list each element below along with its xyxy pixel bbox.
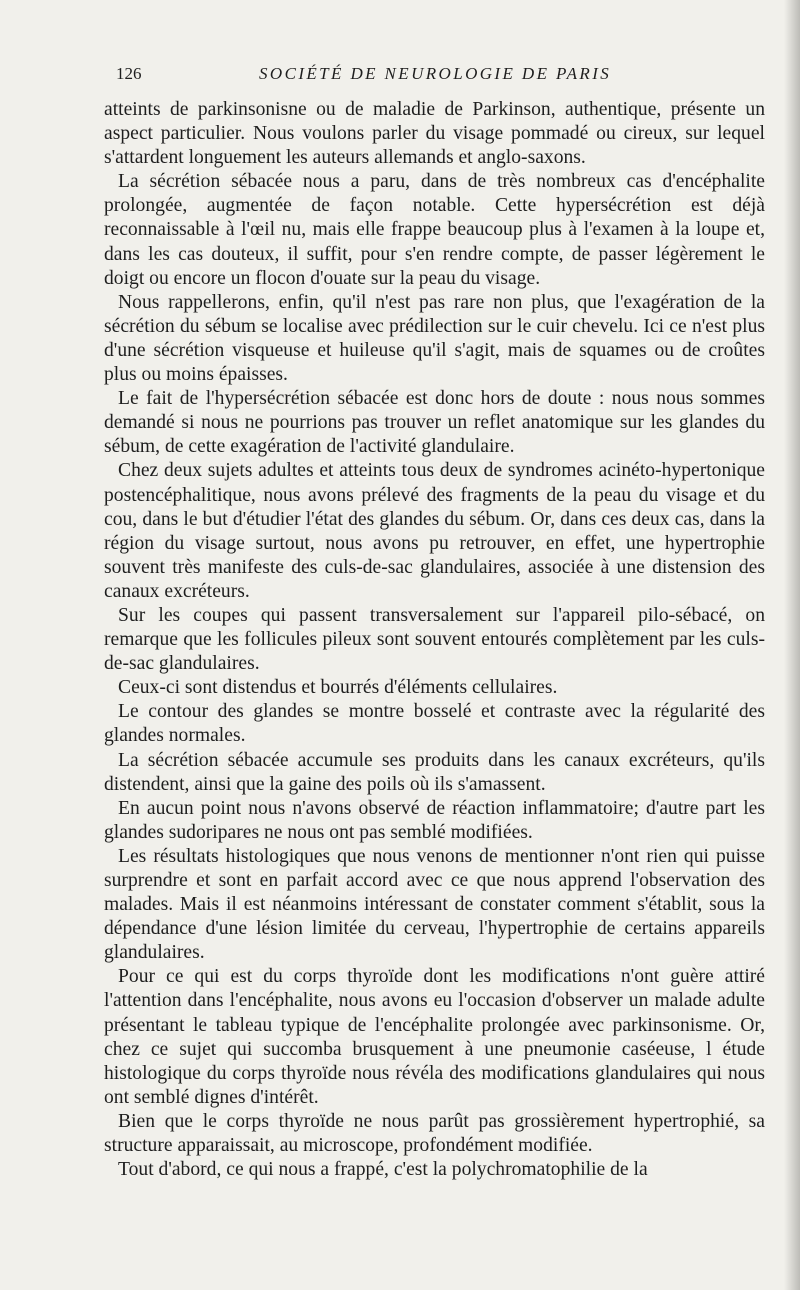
book-page (104, 60, 765, 1182)
paragraph-8: Le contour des glandes se montre bosselé et contraste avec la régularité des glandes normales. (104, 701, 765, 747)
paragraph-13: Bien que le corps thyroïde ne nous parût pas grossièrement hypertrophié, sa structure apparaissait, au microscope, profondément modifiée. (104, 1110, 765, 1157)
paragraph-1: atteints de parkinsonisne ou de maladie de Parkinson, authentique, présente un aspect particulier. Nous voulons parler du visage pommadé ou cireux, sur lequel s'attardent longuement les auteurs allemands et anglo-saxons. (104, 99, 765, 169)
paragraph-4: Le fait de l'hypersécrétion sébacée est donc hors de doute : nous nous sommes demandé si nous ne pourrions pas trouver un reflet anatomique sur les glandes du sébum, de cette exagération de l'activité glandulaire. (104, 388, 765, 458)
paragraph-12: Pour ce qui est du corps thyroïde dont les modifications n'ont guère attiré l'attention dans l'encéphalite, nous avons eu l'occasion d'observer un malade adulte présentant le tableau typique de l'encéphalite prolongée avec parkinsonisme. Or, chez ce sujet qui succomba brusquement à une pneumonie caséeuse, l étude histologique du corps thyroïde nous révéla des modifications glandulaires qui nous ont semblé dignes d'intérêt. (104, 966, 765, 1108)
paragraph-10: En aucun point nous n'avons observé de réaction inflammatoire; d'autre part les glandes sudoripares ne nous ont pas semblé modifiées. (104, 797, 765, 843)
paragraph-6: Sur les coupes qui passent transversalement sur l'appareil pilo-sébacé, on remarque que les follicules pileux sont souvent entourés complètement par les culs-de-sac glandulaires. (104, 604, 765, 675)
body-text (104, 98, 765, 1182)
paragraph-3: Nous rappellerons, enfin, qu'il n'est pas rare non plus, que l'exagération de la sécrétion du sébum se localise avec prédilection sur le cuir chevelu. Ici ce n'est plus d'une sécrétion visqueuse et huileuse qu'il s'agit, mais de squames ou de croûtes plus ou moins épaisses. (104, 291, 765, 386)
paragraph-14: Tout d'abord, ce qui nous a frappé, c'est la polychromatophilie de la (118, 1159, 648, 1181)
running-title: SOCIÉTÉ DE NEUROLOGIE DE PARIS (259, 64, 612, 83)
page-edge-shadow (784, 0, 800, 1290)
paragraph-7: Ceux-ci sont distendus et bourrés d'éléments cellulaires. (118, 677, 558, 699)
paragraph-2: La sécrétion sébacée nous a paru, dans de très nombreux cas d'encéphalite prolongée, augmentée de façon notable. Cette hypersécrétion est déjà reconnaissable à l'œil nu, mais elle frappe beaucoup plus à l'examen à la loupe et, dans les cas douteux, il suffit, pour s'en rendre compte, de passer légèrement le doigt ou encore un flocon d'ouate sur la peau du visage. (104, 171, 765, 289)
paragraph-9: La sécrétion sébacée accumule ses produits dans les canaux excréteurs, qu'ils distendent, ainsi que la gaine des poils où ils s'amassent. (104, 749, 765, 795)
paragraph-5: Chez deux sujets adultes et atteints tous deux de syndromes acinéto-hypertonique postencéphalitique, nous avons prélevé des fragments de la peau du visage et du cou, dans le but d'étudier l'état des glandes du sébum. Or, dans ces deux cas, dans la région du visage surtout, nous avons pu retrouver, en effet, une hypertrophie souvent très manifeste des culs-de-sac glandulaires, associée à une distension des canaux excréteurs. (104, 460, 765, 602)
page-number: 126 (116, 64, 142, 83)
page-header (104, 60, 765, 90)
paragraph-11: Les résultats histologiques que nous venons de mentionner n'ont rien qui puisse surprendre et sont en parfait accord avec ce que nous apprend l'observation des malades. Mais il est néanmoins intéressant de constater comment s'établit, sous la dépendance d'une lésion limitée du cerveau, l'hypertrophie de certains appareils glandulaires. (104, 845, 765, 964)
